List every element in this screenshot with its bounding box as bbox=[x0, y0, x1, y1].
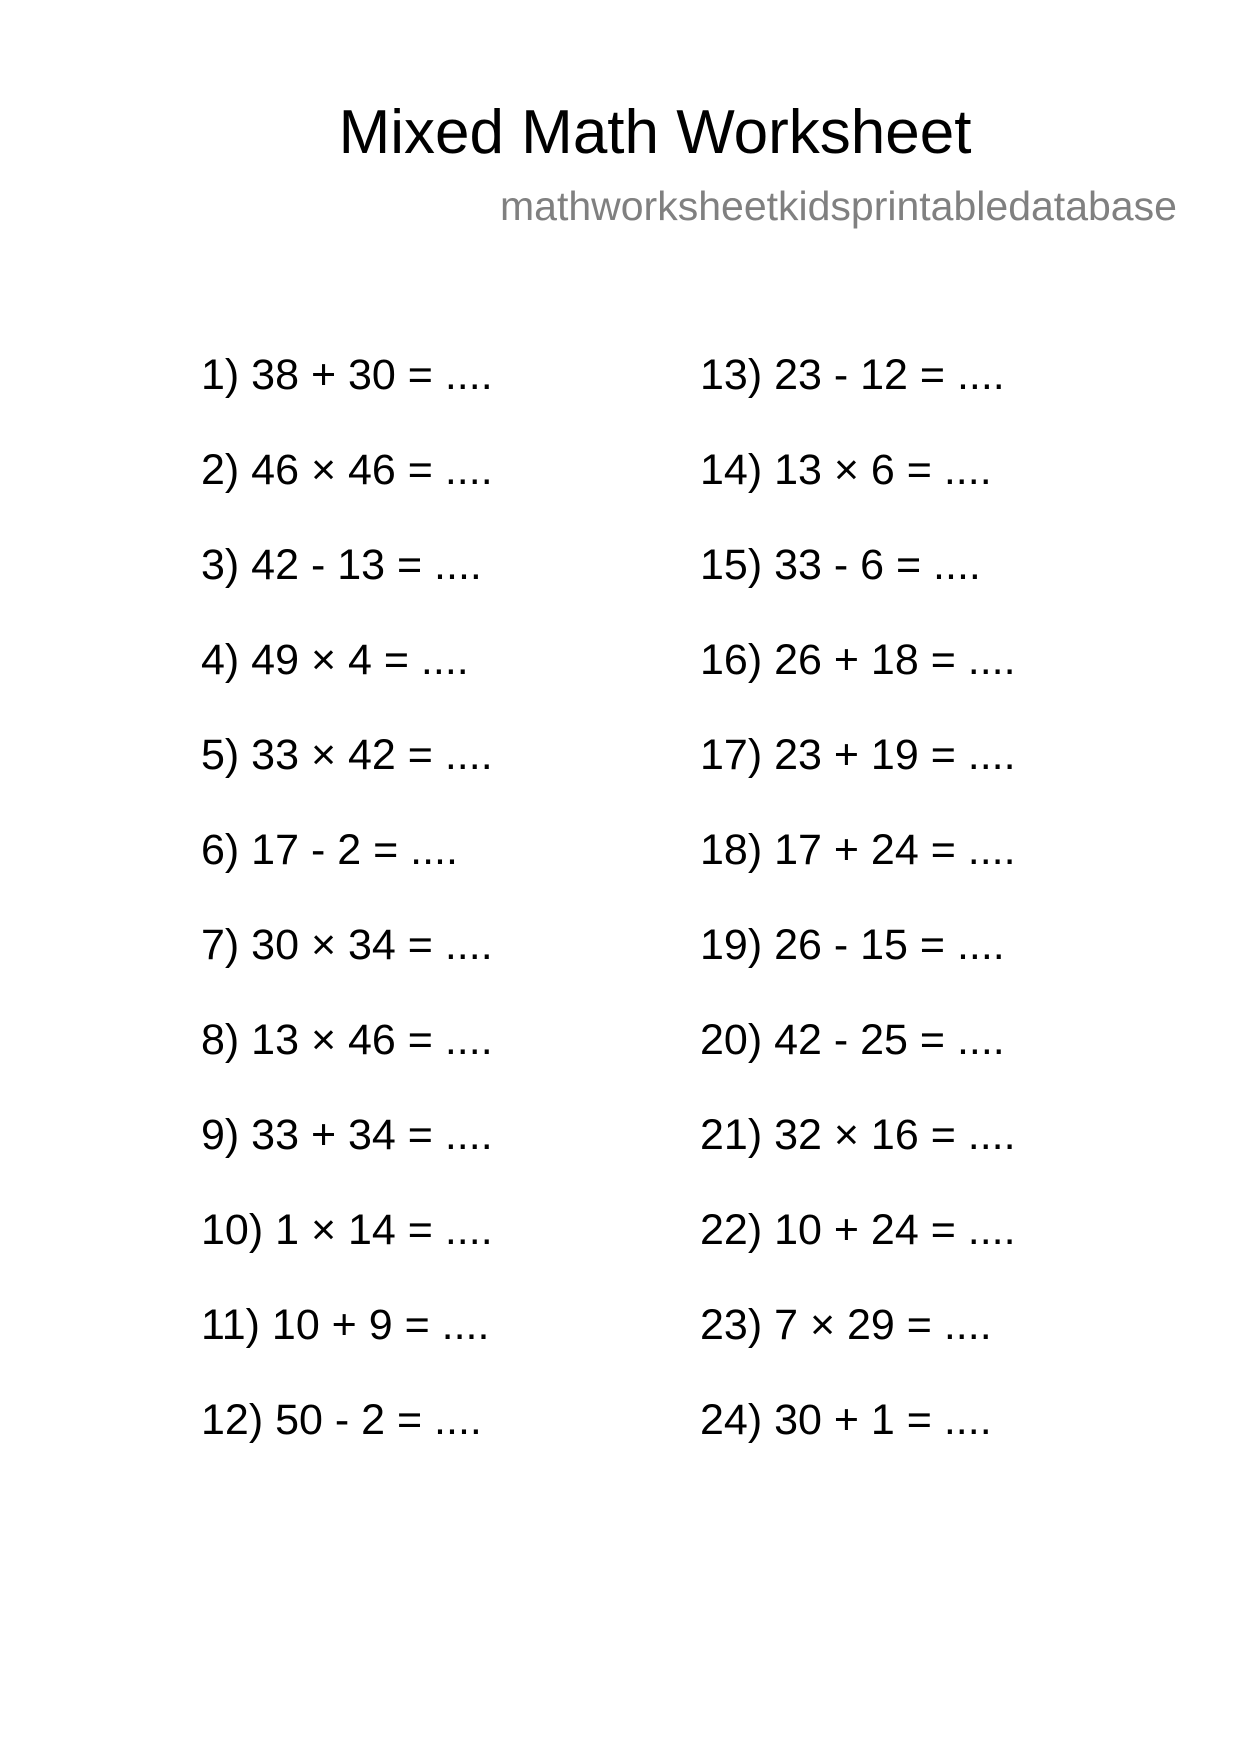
problem: 3) 42 - 13 = .... bbox=[201, 541, 482, 589]
problem: 13) 23 - 12 = .... bbox=[700, 351, 1005, 399]
problem: 15) 33 - 6 = .... bbox=[700, 541, 981, 589]
problem: 22) 10 + 24 = .... bbox=[700, 1206, 1016, 1254]
problem: 17) 23 + 19 = .... bbox=[700, 731, 1016, 779]
problem: 18) 17 + 24 = .... bbox=[700, 826, 1016, 874]
problem: 16) 26 + 18 = .... bbox=[700, 636, 1016, 684]
problem: 19) 26 - 15 = .... bbox=[700, 921, 1005, 969]
problem: 1) 38 + 30 = .... bbox=[201, 351, 493, 399]
problem: 11) 10 + 9 = .... bbox=[201, 1301, 490, 1349]
problem: 14) 13 × 6 = .... bbox=[700, 446, 992, 494]
worksheet-subtitle: mathworksheetkidsprintabledatabase bbox=[500, 183, 1177, 229]
problem: 5) 33 × 42 = .... bbox=[201, 731, 493, 779]
problem: 23) 7 × 29 = .... bbox=[700, 1301, 992, 1349]
problem: 4) 49 × 4 = .... bbox=[201, 636, 469, 684]
problem: 7) 30 × 34 = .... bbox=[201, 921, 493, 969]
problem: 2) 46 × 46 = .... bbox=[201, 446, 493, 494]
problem: 20) 42 - 25 = .... bbox=[700, 1016, 1005, 1064]
problem: 6) 17 - 2 = .... bbox=[201, 826, 458, 874]
problems-left-column bbox=[201, 350, 493, 1490]
worksheet-title: Mixed Math Worksheet bbox=[338, 98, 972, 167]
problem: 9) 33 + 34 = .... bbox=[201, 1111, 493, 1159]
problem: 21) 32 × 16 = .... bbox=[700, 1111, 1016, 1159]
problems-right-column bbox=[700, 350, 1016, 1490]
problem: 12) 50 - 2 = .... bbox=[201, 1396, 482, 1444]
problem: 8) 13 × 46 = .... bbox=[201, 1016, 493, 1064]
problem: 10) 1 × 14 = .... bbox=[201, 1206, 493, 1254]
problem: 24) 30 + 1 = .... bbox=[700, 1396, 992, 1444]
